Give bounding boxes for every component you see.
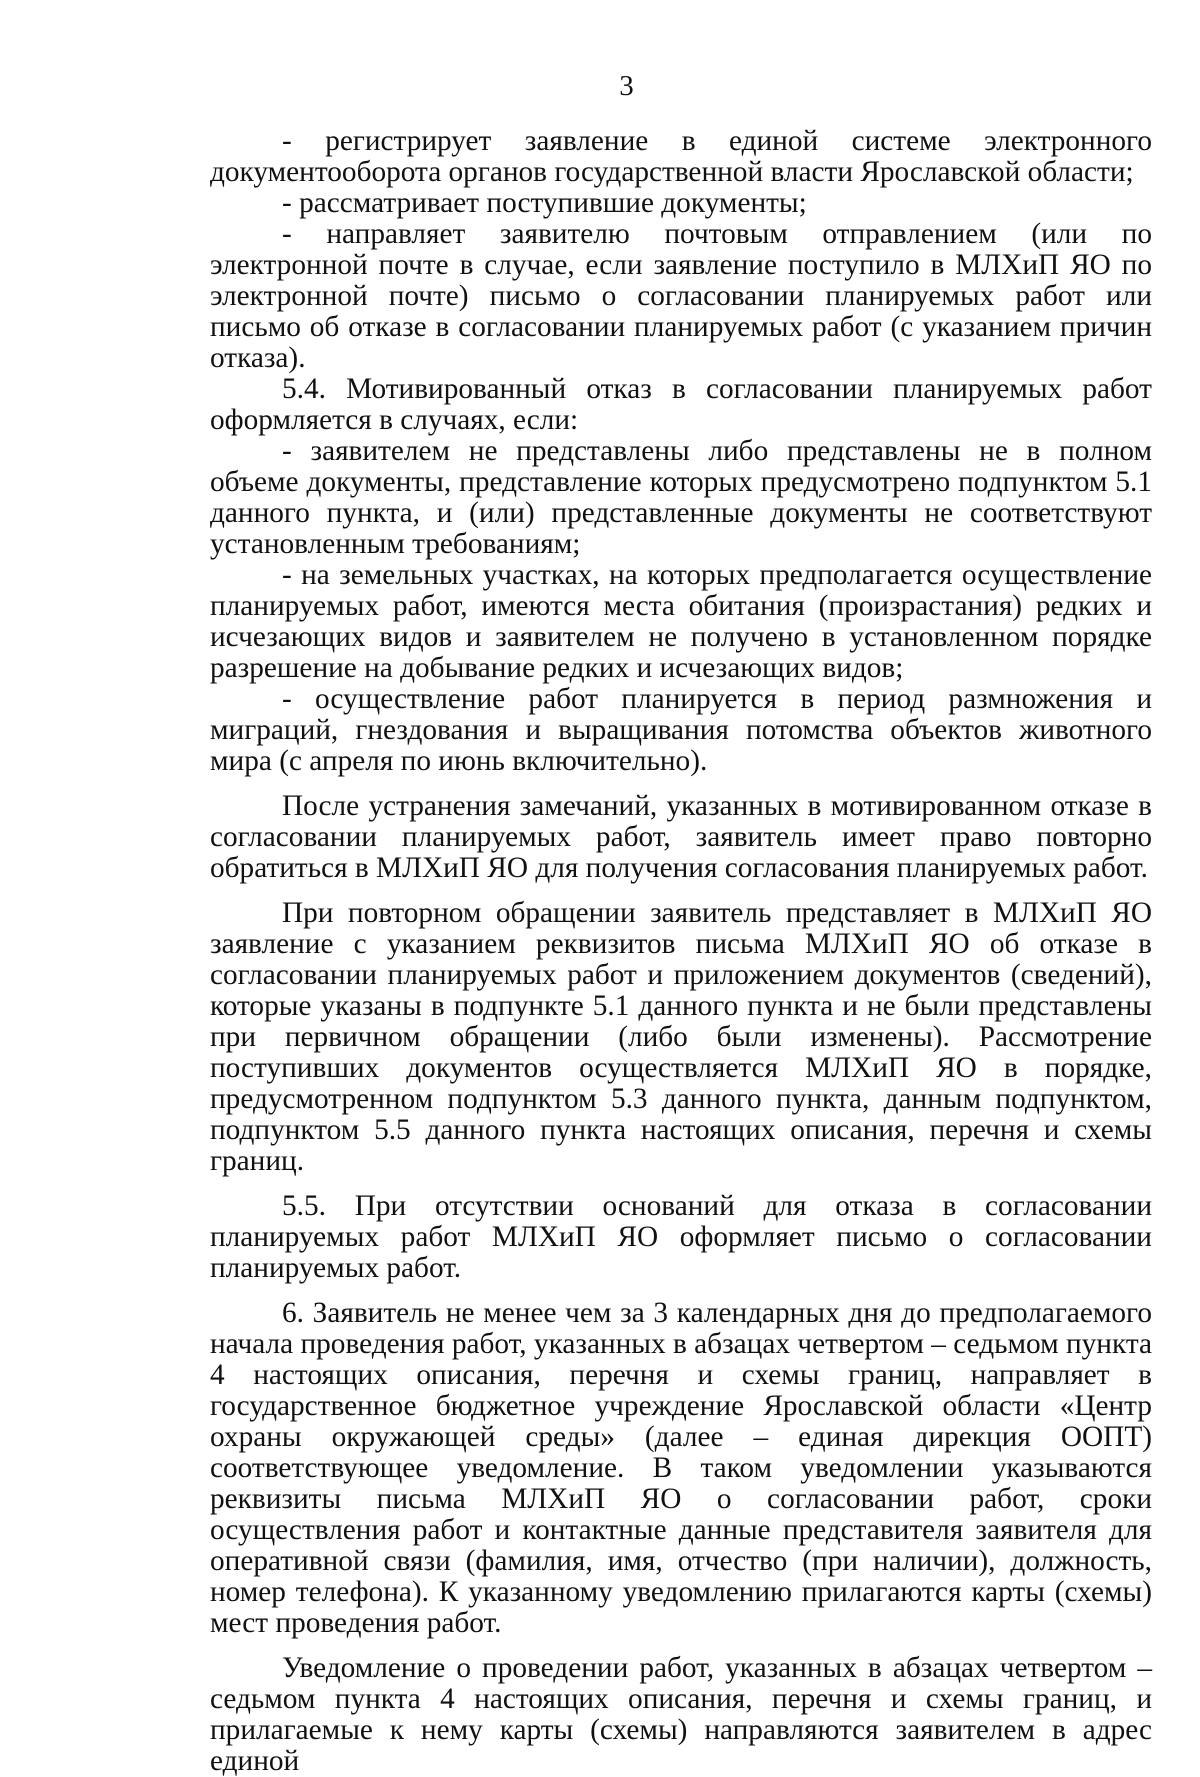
paragraph-6: 6. Заявитель не менее чем за 3 календарных дня до предполагаемого начала проведения работ, указанных в абзацах четвертом – седьмом пункта 4 настоящих описания, перечня и схемы границ, направляет в государственное бюджетное учреждение Ярославской области «Центр охраны окружающей среды» (далее – единая дирекция ООПТ) соответствующее уведомление. В таком уведомлении указываются реквизиты письма МЛХиП ЯО о согласовании работ, сроки осуществления работ и контактные данные представителя заявителя для оперативной связи (фамилия, имя, отчество (при наличии), должность, номер телефона). К указанному уведомлению прилагаются карты (схемы) мест проведения работ. (210, 1297, 1152, 1639)
paragraph-5-5: 5.5. При отсутствии оснований для отказа в согласовании планируемых работ МЛХиП ЯО оформляет письмо о согласовании планируемых работ. (210, 1190, 1152, 1284)
paragraph-after-elimination: После устранения замечаний, указанных в мотивированном отказе в согласовании планируемых работ, заявитель имеет право повторно обратиться в МЛХиП ЯО для получения согласования планируемых работ. (210, 790, 1152, 884)
paragraph-5-4: 5.4. Мотивированный отказ в согласовании планируемых работ оформляется в случаях, если: (210, 373, 1152, 436)
paragraph-refusal-breeding: - осуществление работ планируется в период размножения и миграций, гнездования и выращивания потомства объектов животного мира (с апреля по июнь включительно). (210, 683, 1152, 777)
paragraph-repeat-request: При повторном обращении заявитель представляет в МЛХиП ЯО заявление с указанием реквизитов письма МЛХиП ЯО об отказе в согласовании планируемых работ и приложением документов (сведений), которые указаны в подпункте 5.1 данного пункта и не были представлены при первичном обращении (либо были изменены). Рассмотрение поступивших документов осуществляется МЛХиП ЯО в порядке, предусмотренном подпунктом 5.3 данного пункта, данным подпунктом, подпунктом 5.5 данного пункта настоящих описания, перечня и схемы границ. (210, 897, 1152, 1177)
paragraph-sends-letter: - направляет заявителю почтовым отправлением (или по электронной почте в случае, если заявление поступило в МЛХиП ЯО по электронной почте) письмо о согласовании планируемых работ или письмо об отказе в согласовании планируемых работ (с указанием причин отказа). (210, 218, 1152, 374)
paragraph-reviews: - рассматривает поступившие документы; (282, 187, 807, 219)
document-body (210, 126, 1152, 1777)
paragraph-refusal-habitats: - на земельных участках, на которых предполагается осуществление планируемых работ, имеются места обитания (произрастания) редких и исчезающих видов и заявителем не получено в установленном порядке разрешение на добывание редких и исчезающих видов; (210, 559, 1152, 684)
page-number: 3 (619, 70, 634, 102)
paragraph-refusal-docs: - заявителем не представлены либо представлены не в полном объеме документы, представление которых предусмотрено подпунктом 5.1 данного пункта, и (или) представленные документы не соответствуют установленным требованиям; (210, 435, 1152, 560)
paragraph-registers: - регистрирует заявление в единой системе электронного документооборота органов государственной власти Ярославской области; (210, 125, 1152, 188)
paragraph-notification: Уведомление о проведении работ, указанных в абзацах четвертом – седьмом пункта 4 настоящих описания, перечня и схемы границ, и прилагаемые к нему карты (схемы) направляются заявителем в адрес единой (210, 1652, 1152, 1777)
